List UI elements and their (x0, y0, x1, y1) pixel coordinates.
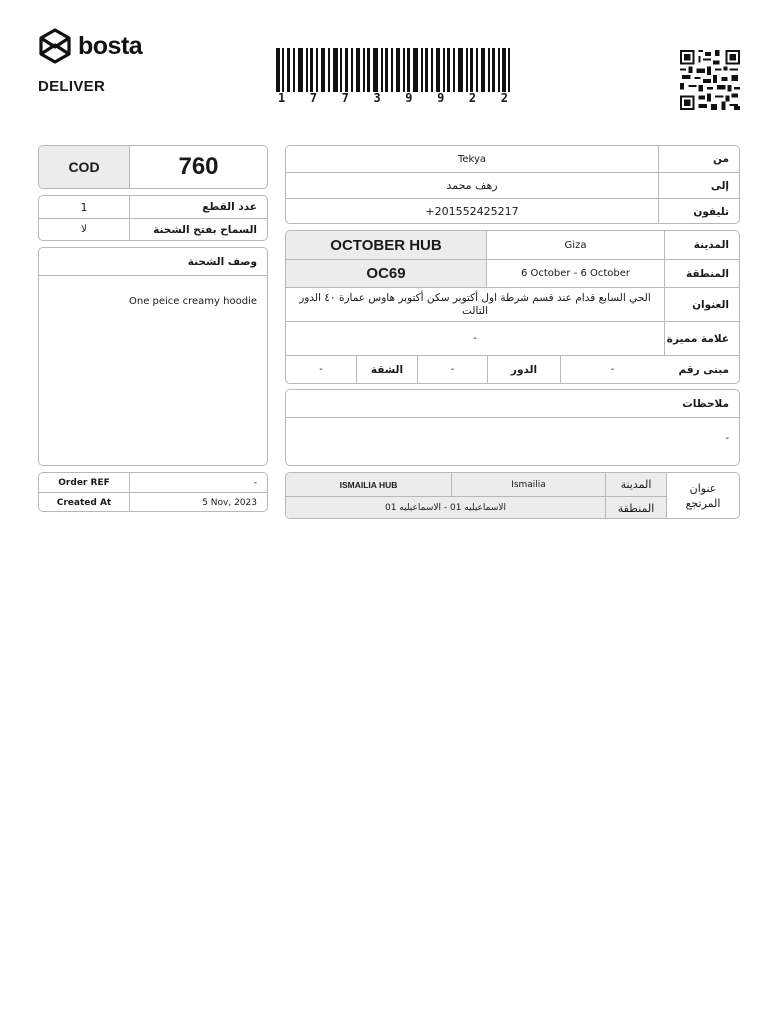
barcode-number (276, 91, 510, 105)
brand-logo (38, 28, 158, 64)
return-label (667, 473, 739, 518)
brand-name: bosta (78, 31, 143, 60)
hub-name: OCTOBER HUB (330, 236, 442, 254)
order-ref-label (39, 473, 129, 492)
building-text: - (610, 364, 615, 375)
description-box (38, 247, 268, 466)
return-zone-label-text: المنطقة (617, 501, 655, 515)
zone-value (487, 260, 664, 287)
landmark-label-text: علامة مميزة (666, 332, 729, 345)
address-value (286, 288, 664, 321)
sender-value (286, 146, 658, 172)
items-count: 1 (80, 200, 88, 214)
building-label (665, 356, 739, 383)
apartment-value (286, 356, 356, 383)
cod-amount-cell (130, 146, 267, 188)
address-text: الحي السابع قدام عند قسم شرطة اول أكتوبر سكن أكتوبر هاوس عمارة ٤٠ الدور التالت (299, 291, 651, 317)
return-label-text: عنوان المرتجع (685, 481, 721, 510)
barcode-digit: 1 (278, 91, 286, 105)
return-city-value (452, 473, 605, 496)
city-label-text: المدينة (693, 239, 729, 251)
phone-label-text: تليفون (693, 205, 729, 218)
return-zone-text: الاسماعيليه 01 - الاسماعيليه 01 (384, 503, 507, 513)
created-at-label (39, 493, 129, 512)
address-box (285, 230, 740, 384)
hub-name-cell (286, 231, 486, 259)
zone-label (665, 260, 739, 287)
floor-label-text: الدور (510, 363, 538, 376)
building-value (561, 356, 664, 383)
created-at-label-text: Created At (56, 497, 112, 508)
description-label (39, 248, 267, 275)
items-count-label-text: عدد القطع (202, 201, 257, 213)
return-city-label (606, 473, 666, 496)
return-zone-label (606, 497, 666, 519)
cod-label: COD (68, 159, 100, 175)
return-hub-cell (286, 473, 451, 496)
order-ref-value (130, 473, 267, 492)
created-at-value (130, 493, 267, 512)
floor-value (418, 356, 487, 383)
building-label-text: مبنى رقم (678, 363, 729, 376)
phone-label (659, 199, 739, 224)
open-allowed: لا (81, 224, 87, 235)
notes-label (286, 390, 739, 417)
notes-label-text: ملاحظات (682, 397, 729, 410)
items-count-value (39, 196, 129, 218)
return-city-label-text: المدينة (620, 478, 652, 491)
city-label (665, 231, 739, 259)
receiver-name: رهف محمد (446, 179, 498, 192)
floor-text: - (450, 364, 455, 375)
floor-label (488, 356, 560, 383)
barcode-digit: 9 (437, 91, 445, 105)
description-value (39, 292, 267, 310)
created-at-text: 5 Nov, 2023 (202, 497, 257, 508)
landmark-text: - (473, 333, 477, 344)
return-city-text: Ismailia (511, 479, 546, 490)
barcode-digit: 9 (405, 91, 413, 105)
qr-code-icon (680, 50, 740, 110)
barcode-digit: 2 (468, 91, 477, 105)
apartment-label-text: الشقة (370, 363, 404, 376)
hub-code: OC69 (366, 265, 406, 282)
open-allowed-label-text: السماح بفتح الشحنة (153, 223, 257, 236)
cod-box (38, 145, 268, 189)
landmark-label (665, 322, 739, 355)
return-address-box (285, 472, 740, 519)
city-text: Giza (564, 239, 587, 251)
zone-label-text: المنطقة (685, 267, 729, 280)
city-value (487, 231, 664, 259)
barcode-icon (276, 48, 510, 92)
delivery-type: DELIVER (38, 78, 106, 95)
return-zone-value (286, 497, 605, 519)
barcode-digit: 2 (500, 91, 508, 105)
description-label-text: وصف الشحنة (187, 255, 257, 268)
cod-label-cell (39, 146, 129, 188)
order-info-box (38, 472, 268, 512)
zone-text: 6 October - 6 October (520, 268, 631, 279)
sender-label (659, 146, 739, 172)
open-allowed-value (39, 219, 129, 240)
receiver-label-text: إلى (710, 179, 729, 192)
barcode-digit: 7 (341, 91, 349, 105)
barcode-digit: 7 (309, 91, 318, 105)
sender-name: Tekya (457, 153, 487, 165)
landmark-value (286, 322, 664, 355)
address-label (665, 288, 739, 321)
notes-value (286, 430, 739, 446)
apartment-label (357, 356, 417, 383)
address-label-text: العنوان (692, 298, 729, 311)
phone-value (286, 199, 658, 224)
phone-number: +201552425217 (425, 205, 519, 218)
notes-text: - (725, 432, 729, 444)
open-allowed-label (130, 219, 267, 240)
barcode-digit: 3 (373, 91, 381, 105)
apartment-text: - (319, 364, 323, 375)
items-box (38, 195, 268, 241)
receiver-label (659, 173, 739, 198)
description-text: One peice creamy hoodie (128, 295, 257, 307)
sender-label-text: من (713, 153, 729, 165)
receiver-value (286, 173, 658, 198)
order-ref-label-text: Order REF (58, 477, 110, 488)
order-ref-text: - (253, 477, 257, 488)
bosta-logo-icon (38, 28, 72, 64)
notes-box (285, 389, 740, 466)
contact-box (285, 145, 740, 224)
cod-amount: 760 (178, 153, 219, 180)
items-count-label (130, 196, 267, 218)
hub-code-cell (286, 260, 486, 287)
return-hub-name: ISMAILIA HUB (339, 479, 398, 490)
